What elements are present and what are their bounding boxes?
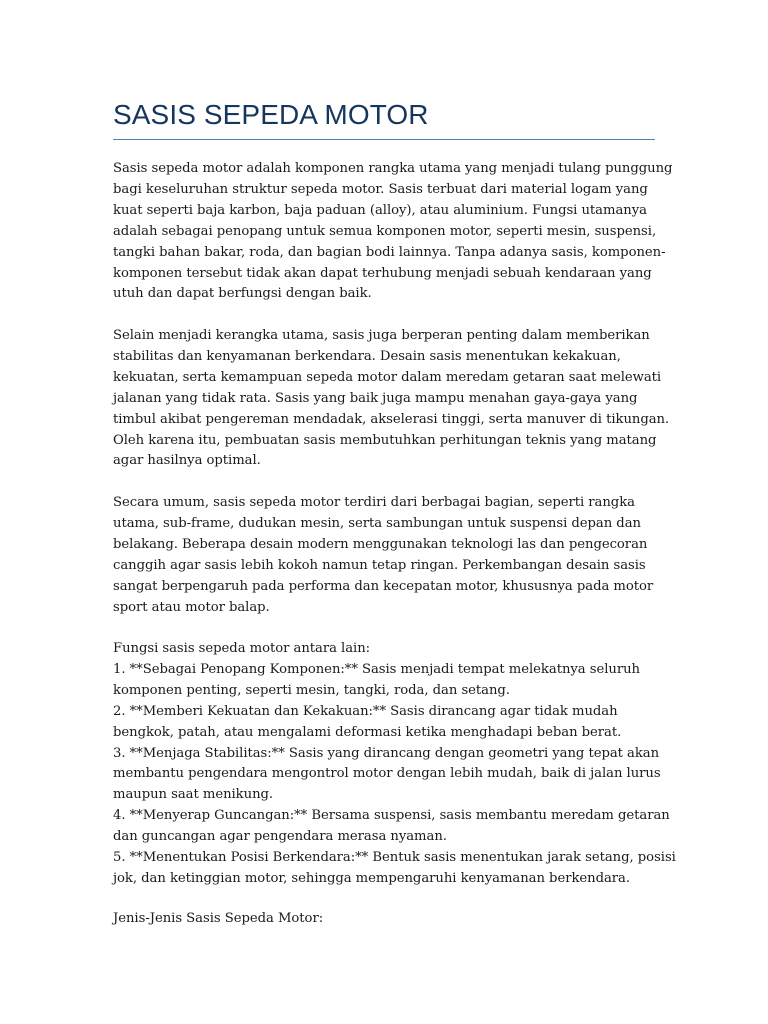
paragraph-components — [113, 493, 658, 618]
text-line: sangat berpengaruh pada performa dan kecepatan motor, khususnya pada motor — [113, 578, 654, 594]
text-line: Secara umum, sasis sepeda motor terdiri dari berbagai bagian, seperti rangka — [113, 495, 635, 510]
text-line: 5. **Menentukan Posisi Berkendara:** Bentuk sasis menentukan jarak setang, posisi — [113, 850, 676, 866]
text-line: Oleh karena itu, pembuatan sasis membutuhkan perhitungan teknis yang matang — [113, 432, 657, 448]
text-line: tangki bahan bakar, roda, dan bagian bodi lainnya. Tanpa adanya sasis, komponen- — [113, 244, 666, 260]
text-line: sport atau motor balap. — [113, 599, 270, 615]
text-line: belakang. Beberapa desain modern menggunakan teknologi las dan pengecoran — [113, 536, 648, 552]
text-line: timbul akibat pengereman mendadak, akselerasi tinggi, serta manuver di tikungan. — [113, 411, 670, 427]
text-line: 1. **Sebagai Penopang Komponen:** Sasis menjadi tempat melekatnya seluruh — [113, 661, 640, 677]
text-line: komponen penting, seperti mesin, tangki, roda, dan setang. — [113, 682, 510, 698]
text-line: stabilitas dan kenyamanan berkendara. Desain sasis menentukan kekakuan, — [113, 348, 621, 364]
text-line: jok, dan ketinggian motor, sehingga mempengaruhi kenyamanan berkendara. — [113, 870, 631, 886]
text-line: kekuatan, serta kemampuan sepeda motor dalam meredam getaran saat melewati — [113, 369, 662, 385]
text-line: utuh dan dapat berfungsi dengan baik. — [113, 286, 372, 302]
text-line: kuat seperti baja karbon, baja paduan (alloy), atau aluminium. Fungsi utamanya — [113, 202, 647, 218]
text-line: Sasis sepeda motor adalah komponen rangka utama yang menjadi tulang punggung — [113, 161, 673, 176]
paragraph-types-heading — [113, 909, 658, 930]
text-line: dan guncangan agar pengendara merasa nyaman. — [113, 829, 447, 845]
paragraph-intro — [113, 159, 673, 305]
paragraph-stability — [113, 326, 670, 472]
text-line: maupun saat menikung. — [113, 787, 274, 803]
text-line: canggih agar sasis lebih kokoh namun tetap ringan. Perkembangan desain sasis — [113, 557, 646, 573]
text-line: Fungsi sasis sepeda motor antara lain: — [113, 641, 371, 656]
text-line: membantu pengendara mengontrol motor dengan lebih mudah, baik di jalan lurus — [113, 766, 661, 782]
text-line: 3. **Menjaga Stabilitas:** Sasis yang dirancang dengan geometri yang tepat akan — [113, 745, 660, 761]
text-line: 2. **Memberi Kekuatan dan Kekakuan:** Sasis dirancang agar tidak mudah — [113, 703, 618, 719]
text-line: komponen tersebut tidak akan dapat terhubung menjadi sebuah kendaraan yang — [113, 265, 652, 281]
text-line: Jenis-Jenis Sasis Sepeda Motor: — [113, 911, 324, 926]
text-line: utama, sub-frame, dudukan mesin, serta sambungan untuk suspensi depan dan — [113, 515, 641, 531]
document-title: SASIS SEPEDA MOTOR — [113, 99, 429, 130]
text-line: adalah sebagai penopang untuk semua komponen motor, seperti mesin, suspensi, — [113, 223, 657, 239]
text-line: 4. **Menyerap Guncangan:** Bersama suspensi, sasis membantu meredam getaran — [113, 808, 670, 824]
paragraph-functions-list — [113, 639, 676, 890]
text-line: bagi keseluruhan struktur sepeda motor. Sasis terbuat dari material logam yang — [113, 181, 648, 197]
title-underline-rule — [113, 139, 655, 140]
text-line: jalanan yang tidak rata. Sasis yang baik juga mampu menahan gaya-gaya yang — [113, 390, 638, 406]
text-line: Selain menjadi kerangka utama, sasis juga berperan penting dalam memberikan — [113, 328, 650, 343]
text-line: agar hasilnya optimal. — [113, 453, 261, 469]
text-line: bengkok, patah, atau mengalami deformasi ketika menghadapi beban berat. — [113, 724, 622, 740]
